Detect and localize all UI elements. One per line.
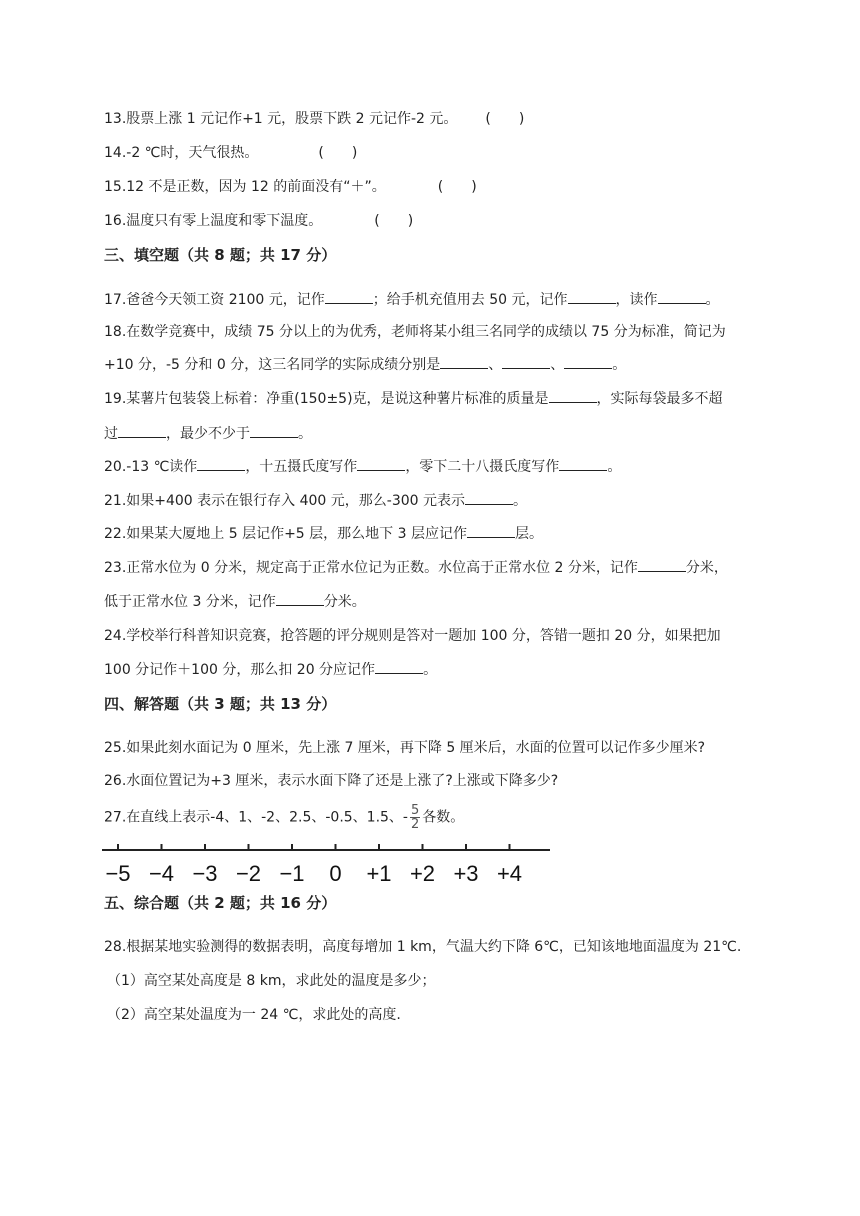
answer-blank[interactable] — [276, 592, 324, 606]
number-line-label: +4 — [496, 861, 523, 886]
number-line-label: +2 — [409, 861, 436, 886]
question-22: 22.如果某大厦地上 5 层记作+5 层，那么地下 3 层应记作 层。 — [104, 526, 543, 542]
question-13: 13.股票上涨 1 元记作+1 元，股票下跌 2 元记作-2 元。 ( ) — [104, 111, 525, 127]
number-line — [100, 838, 552, 888]
answer-blank[interactable] — [658, 290, 706, 304]
question-19-line1: 19.某薯片包装袋上标着：净重(150±5)克，是说这种薯片标准的质量是 ，实际每袋最多不超 — [104, 391, 723, 407]
answer-blank[interactable] — [467, 524, 515, 538]
answer-blank[interactable] — [118, 424, 166, 438]
question-19-line2: 过 ，最少不少于 。 — [104, 426, 312, 442]
question-15: 15.12 不是正数，因为 12 的前面没有“＋”。 ( ) — [104, 179, 477, 195]
question-28: 28.根据某地实验测得的数据表明，高度每增加 1 km，气温大约下降 6℃，已知该地地面温度为 21℃. — [104, 939, 742, 955]
question-23-line1: 23.正常水位为 0 分米，规定高于正常水位记为正数。水位高于正常水位 2 分米，记作 分米， — [104, 560, 728, 576]
number-line-label: −2 — [235, 861, 262, 886]
question-28-part1: （1）高空某处高度是 8 km，求此处的温度是多少； — [107, 973, 436, 989]
answer-blank[interactable] — [357, 457, 405, 471]
question-24-line1: 24.学校举行科普知识竞赛，抢答题的评分规则是答对一题加 100 分，答错一题扣 20 分，如果把加 — [104, 628, 721, 644]
answer-blank[interactable] — [325, 290, 373, 304]
answer-blank[interactable] — [549, 389, 597, 403]
answer-paren[interactable]: ( ) — [437, 179, 477, 195]
answer-blank[interactable] — [197, 457, 245, 471]
question-21: 21.如果+400 表示在银行存入 400 元，那么-300 元表示 。 — [104, 493, 528, 509]
question-25: 25.如果此刻水面记为 0 厘米，先上涨 7 厘米，再下降 5 厘米后，水面的位置可以记作多少厘米? — [104, 740, 706, 756]
answer-blank[interactable] — [375, 660, 423, 674]
answer-paren[interactable]: ( ) — [485, 111, 525, 127]
question-28-part2: （2）高空某处温度为一 24 ℃，求此处的高度. — [107, 1007, 401, 1023]
answer-blank[interactable] — [559, 457, 607, 471]
answer-paren[interactable]: ( ) — [374, 213, 414, 229]
question-14: 14.-2 ℃时，天气很热。 ( ) — [104, 145, 358, 161]
question-16: 16.温度只有零上温度和零下温度。 ( ) — [104, 213, 414, 229]
question-17: 17.爸爸今天领工资 2100 元，记作 ；给手机充值用去 50 元，记作 ，读作 。 — [104, 292, 720, 308]
number-line-label: −3 — [192, 861, 218, 886]
answer-paren[interactable]: ( ) — [318, 145, 358, 161]
number-line-label: +3 — [453, 861, 479, 886]
answer-blank[interactable] — [440, 355, 488, 369]
question-18-line1: 18.在数学竞赛中，成绩 75 分以上的为优秀，老师将某小组三名同学的成绩以 75 分为标准，简记为 — [104, 324, 726, 340]
fraction: $\frac{5}{2}$ — [411, 803, 420, 832]
answer-blank[interactable] — [502, 355, 550, 369]
answer-blank[interactable] — [568, 290, 616, 304]
question-26: 26.水面位置记为+3 厘米，表示水面下降了还是上涨了?上涨或下降多少? — [104, 773, 559, 789]
answer-blank[interactable] — [638, 558, 686, 572]
answer-blank[interactable] — [250, 424, 298, 438]
question-20: 20.-13 ℃读作 ，十五摄氏度写作 ，零下二十八摄氏度写作 。 — [104, 459, 622, 475]
answer-blank[interactable] — [465, 491, 513, 505]
number-line-label: +1 — [366, 861, 392, 886]
section-5-title: 五、综合题（共 2 题；共 16 分） — [104, 894, 337, 912]
question-24-line2: 100 分记作＋100 分，那么扣 20 分应记作 。 — [104, 662, 438, 678]
question-23-line2: 低于正常水位 3 分米，记作 分米。 — [104, 594, 366, 610]
answer-blank[interactable] — [564, 355, 612, 369]
question-18-line2: +10 分，-5 分和 0 分，这三名同学的实际成绩分别是 、 、 。 — [104, 357, 627, 373]
number-line-label: −5 — [105, 861, 131, 886]
number-line-label: −1 — [279, 861, 305, 886]
number-line-label: 0 — [329, 861, 342, 886]
question-27: 27.在直线上表示-4、1、-2、2.5、-0.5、1.5、- $\frac{5}{2}$ 各数。 — [104, 803, 465, 832]
section-4-title: 四、解答题（共 3 题；共 13 分） — [104, 695, 337, 713]
number-line-label: −4 — [148, 861, 175, 886]
section-3-title: 三、填空题（共 8 题；共 17 分） — [104, 246, 337, 264]
